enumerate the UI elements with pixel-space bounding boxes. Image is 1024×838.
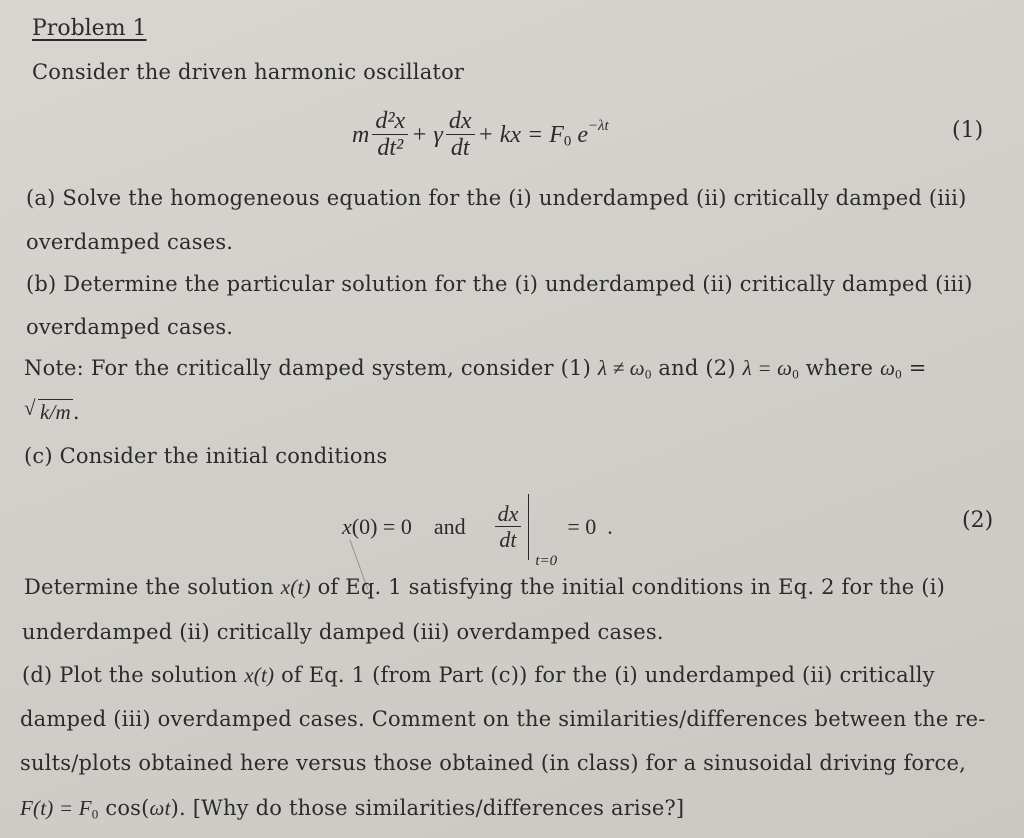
determine-line-2: underdamped (ii) critically damped (iii) overdamped cases. [22, 620, 664, 644]
equation-2-number: (2) [962, 508, 994, 533]
eq1-dx: dx [446, 108, 475, 135]
note-where: where [798, 356, 881, 380]
note-cond2-text: λ = ω [742, 356, 793, 380]
driving-force-F0 [79, 796, 99, 820]
eq1-e: e [577, 121, 588, 148]
eq1-dt: dt [450, 135, 470, 162]
note-omega: ω [880, 356, 896, 380]
eq1-kx: + kx = [477, 121, 550, 148]
intro-text: Consider the driven harmonic oscillator [32, 60, 465, 84]
driving-force-F0-letter: F [78, 796, 92, 820]
part-d-x: x [244, 663, 254, 687]
part-d-rest: of Eq. 1 (from Part (c)) for the (i) underdamped (ii) critically [274, 663, 935, 687]
eq1-d2x: d²x [372, 108, 408, 135]
driving-force-close: ). [170, 796, 193, 820]
part-a-line-1: (a) Solve the homogeneous equation for the (i) underdamped (ii) critically damped (iii) [26, 186, 967, 210]
note-cond1-text: λ ≠ ω [597, 356, 645, 380]
note-omega0 [880, 356, 902, 380]
driving-force-F: F [20, 796, 34, 820]
note-equals: = [901, 356, 927, 380]
eq2-and: and [433, 514, 466, 539]
note-condition-1 [598, 356, 652, 380]
note-condition-2 [743, 356, 799, 380]
eq2-x0-value: (0) = 0 [351, 514, 412, 539]
eq1-dt2: dt² [377, 135, 404, 162]
eq2-dt: dt [499, 526, 517, 552]
part-d-question: [Why do those similarities/differences arise?] [192, 796, 685, 820]
eq1-m: m [352, 121, 370, 148]
eq2-evaluation-bar [528, 494, 558, 569]
eq1-gamma-term: + γ [411, 121, 443, 148]
note-line-2 [24, 396, 80, 425]
determine-x: x [280, 575, 291, 599]
eq2-derivative [495, 502, 522, 552]
radical-sign: √ [24, 396, 36, 420]
eq2-dx: dx [495, 502, 522, 527]
eq2-x: x [342, 514, 352, 539]
equation-1-number: (1) [952, 118, 984, 143]
eq2-rhs: = 0 . [567, 514, 613, 539]
part-d-t: (t) [253, 663, 275, 687]
sqrt-k-over-m [24, 396, 73, 425]
note-period: . [72, 400, 80, 424]
part-a-line-2: overdamped cases. [26, 230, 234, 254]
driving-force-t: (t) = [33, 796, 79, 820]
equation-1 [352, 108, 609, 163]
part-b-line-2: overdamped cases. [26, 315, 234, 339]
determine-line-1 [24, 575, 945, 600]
eq2-eval-point: t=0 [535, 553, 558, 569]
part-d-intro: (d) Plot the solution [22, 663, 245, 687]
note-line-1 [24, 356, 926, 381]
problem-title: Problem 1 [32, 16, 147, 41]
eq1-exponent: −λt [587, 118, 609, 135]
note-omega-sub: 0 [895, 366, 902, 382]
part-b-line-1: (b) Determine the particular solution for the (i) underdamped (ii) critically damped (iii) [26, 272, 973, 296]
sqrt-radicand: k/m [40, 400, 71, 424]
driving-force-F0-sub: 0 [91, 806, 99, 822]
part-d-line-4 [20, 796, 684, 821]
note-cond2-sub: 0 [792, 366, 799, 382]
eq1-exp-term [577, 118, 609, 149]
part-d-line-3: sults/plots obtained here versus those obtained (in class) for a sinusoidal driving force, [20, 751, 966, 775]
driving-force-cos: cos( [98, 796, 150, 820]
determine-rest: of Eq. 1 satisfying the initial conditions in Eq. 2 for the (i) [310, 575, 945, 599]
note-cond1-sub: 0 [644, 366, 652, 382]
part-d-line-1 [22, 663, 935, 688]
driving-force-omega-t: ωt [149, 796, 171, 820]
part-d-line-2: damped (iii) overdamped cases. Comment on the similarities/differences between the re- [20, 707, 986, 731]
eq1-F-sub: 0 [563, 133, 572, 150]
eq1-F0 [549, 122, 571, 149]
equation-2 [342, 494, 613, 569]
note-and: and (2) [651, 356, 743, 380]
determine-intro: Determine the solution [24, 575, 281, 599]
note-intro: Note: For the critically damped system, consider (1) [24, 356, 598, 380]
part-c-line-1: (c) Consider the initial conditions [24, 444, 388, 468]
eq1-F: F [549, 121, 564, 148]
eq1-first-derivative [446, 108, 475, 163]
eq1-second-derivative [372, 108, 408, 163]
determine-t: (t) [290, 575, 311, 599]
